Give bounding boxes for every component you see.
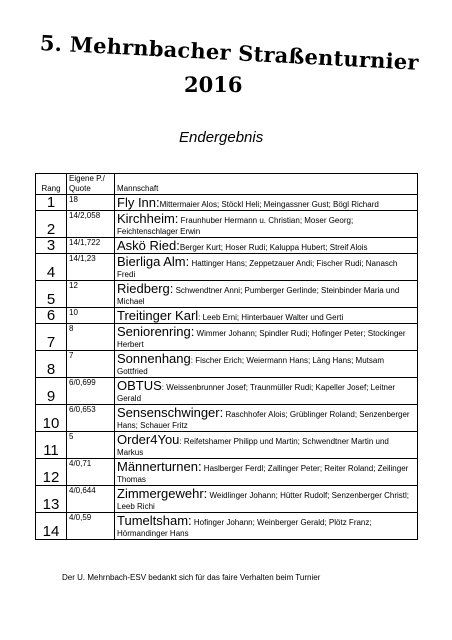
- title-block: [0, 0, 452, 110]
- team-members: : Reifetshamer Philipp und Martin; Schwendtner Martin und Markus: [117, 437, 389, 457]
- table-row: [36, 432, 418, 459]
- rank-cell: 6: [36, 308, 67, 324]
- column-header-rank: Rang: [36, 174, 67, 195]
- team-name: Bierliga Alm:: [117, 254, 190, 269]
- page-year: 2016: [184, 72, 243, 97]
- team-cell: [115, 378, 418, 405]
- team-name: Treitinger Karl: [117, 308, 199, 323]
- table-row: [36, 308, 418, 324]
- table-row: [36, 324, 418, 351]
- rank-cell: 8: [36, 351, 67, 378]
- table-row: [36, 195, 418, 211]
- team-cell: [115, 351, 418, 378]
- quote-cell: 5: [67, 432, 115, 459]
- team-members: Raschhofer Alois; Grüblinger Roland; Senzenberger Hans; Schauer Fritz: [117, 410, 410, 430]
- table-row: [36, 254, 418, 281]
- team-cell: [115, 254, 418, 281]
- team-name: Fly Inn:: [117, 195, 160, 210]
- team-members: Mittermaier Alos; Stöckl Heli; Meingassner Gust; Bögl Richard: [159, 200, 379, 209]
- rank-cell: 14: [36, 513, 67, 540]
- quote-cell: 4/0,644: [67, 486, 115, 513]
- rank-cell: 1: [36, 195, 67, 211]
- quote-cell: 6/0,699: [67, 378, 115, 405]
- team-members: : Weissenbrunner Josef; Traunmüller Rudi; Kapeller Josef; Leitner Gerald: [117, 383, 396, 403]
- team-members: : Fischer Erich; Weiermann Hans; Läng Hans; Mutsam Gottfried: [117, 356, 385, 376]
- team-cell: [115, 513, 418, 540]
- team-name: Tumeltsham:: [117, 513, 192, 528]
- rank-cell: 10: [36, 405, 67, 432]
- rank-cell: 12: [36, 459, 67, 486]
- quote-cell: 12: [67, 281, 115, 308]
- table-row: [36, 513, 418, 540]
- team-members: Fraunhuber Hermann u. Christian; Moser Georg; Feichtenschlager Erwin: [117, 216, 354, 236]
- team-name: Männerturnen:: [117, 459, 202, 474]
- team-cell: [115, 195, 418, 211]
- team-members: Hattinger Hans; Zeppetzauer Andi; Fischer Rudi; Nanasch Fredi: [117, 259, 398, 279]
- footer-note: Der U. Mehrnbach-ESV bedankt sich für das faire Verhalten beim Turnier: [62, 573, 321, 582]
- results-body: [36, 195, 418, 540]
- table-row: [36, 405, 418, 432]
- team-name: Seniorenring:: [117, 324, 195, 339]
- team-cell: [115, 308, 418, 324]
- team-name: Sensenschwinger:: [117, 405, 224, 420]
- quote-cell: 4/0,59: [67, 513, 115, 540]
- team-members: Hofinger Johann; Weinberger Gerald; Plötz Franz; Hörmandinger Hans: [117, 518, 372, 538]
- team-cell: [115, 432, 418, 459]
- page-subtitle: Endergebnis: [179, 129, 264, 146]
- team-members: Haslberger Ferdl; Zallinger Peter; Reiter Roland; Zeilinger Thomas: [117, 464, 409, 484]
- table-row: [36, 281, 418, 308]
- results-table: [35, 173, 418, 540]
- quote-cell: 4/0,71: [67, 459, 115, 486]
- table-row: [36, 459, 418, 486]
- rank-cell: 3: [36, 238, 67, 254]
- team-cell: [115, 486, 418, 513]
- quote-cell: 14/1,23: [67, 254, 115, 281]
- team-name: Order4You: [117, 432, 180, 447]
- rank-cell: 9: [36, 378, 67, 405]
- team-name: Zimmergewehr:: [117, 486, 208, 501]
- rank-cell: 5: [36, 281, 67, 308]
- team-name: Riedberg:: [117, 281, 174, 296]
- quote-cell: 14/1,722: [67, 238, 115, 254]
- rank-cell: 7: [36, 324, 67, 351]
- team-name: OBTUS: [117, 378, 162, 393]
- rank-cell: 11: [36, 432, 67, 459]
- quote-cell: 18: [67, 195, 115, 211]
- team-name: Sonnenhang: [117, 351, 191, 366]
- table-row: [36, 378, 418, 405]
- table-row: [36, 486, 418, 513]
- table-row: [36, 211, 418, 238]
- rank-cell: 4: [36, 254, 67, 281]
- table-row: [36, 238, 418, 254]
- table-row: [36, 351, 418, 378]
- column-header-quote: Eigene P./ Quote: [67, 174, 115, 195]
- team-cell: [115, 211, 418, 238]
- team-cell: [115, 281, 418, 308]
- quote-cell: 6/0,653: [67, 405, 115, 432]
- rank-cell: 2: [36, 211, 67, 238]
- team-members: Berger Kurt; Hoser Rudi; Kaluppa Hubert; Streif Alois: [179, 243, 368, 252]
- team-members: : Leeb Erni; Hinterbauer Walter und Gerti: [198, 313, 344, 322]
- team-name: Kirchheim:: [117, 211, 179, 226]
- team-members: Wimmer Johann; Spindler Rudi; Hofinger Peter; Stockinger Herbert: [117, 329, 406, 349]
- quote-cell: 10: [67, 308, 115, 324]
- column-header-team: Mannschaft: [115, 174, 418, 195]
- team-cell: [115, 324, 418, 351]
- quote-cell: 14/2,058: [67, 211, 115, 238]
- table-header-row: [36, 174, 418, 195]
- team-cell: [115, 238, 418, 254]
- team-members: Weidlinger Johann; Hütter Rudolf; Senzenberger Christl; Leeb Richi: [117, 491, 410, 511]
- team-cell: [115, 405, 418, 432]
- quote-cell: 7: [67, 351, 115, 378]
- team-name: Askö Ried:: [117, 238, 180, 253]
- rank-cell: 13: [36, 486, 67, 513]
- page-title: 5. Mehrnbacher Straßenturnier: [39, 30, 420, 75]
- team-members: Schwendtner Anni; Pumberger Gerlinde; Steinbinder Maria und Michael: [117, 286, 400, 306]
- team-cell: [115, 459, 418, 486]
- quote-cell: 8: [67, 324, 115, 351]
